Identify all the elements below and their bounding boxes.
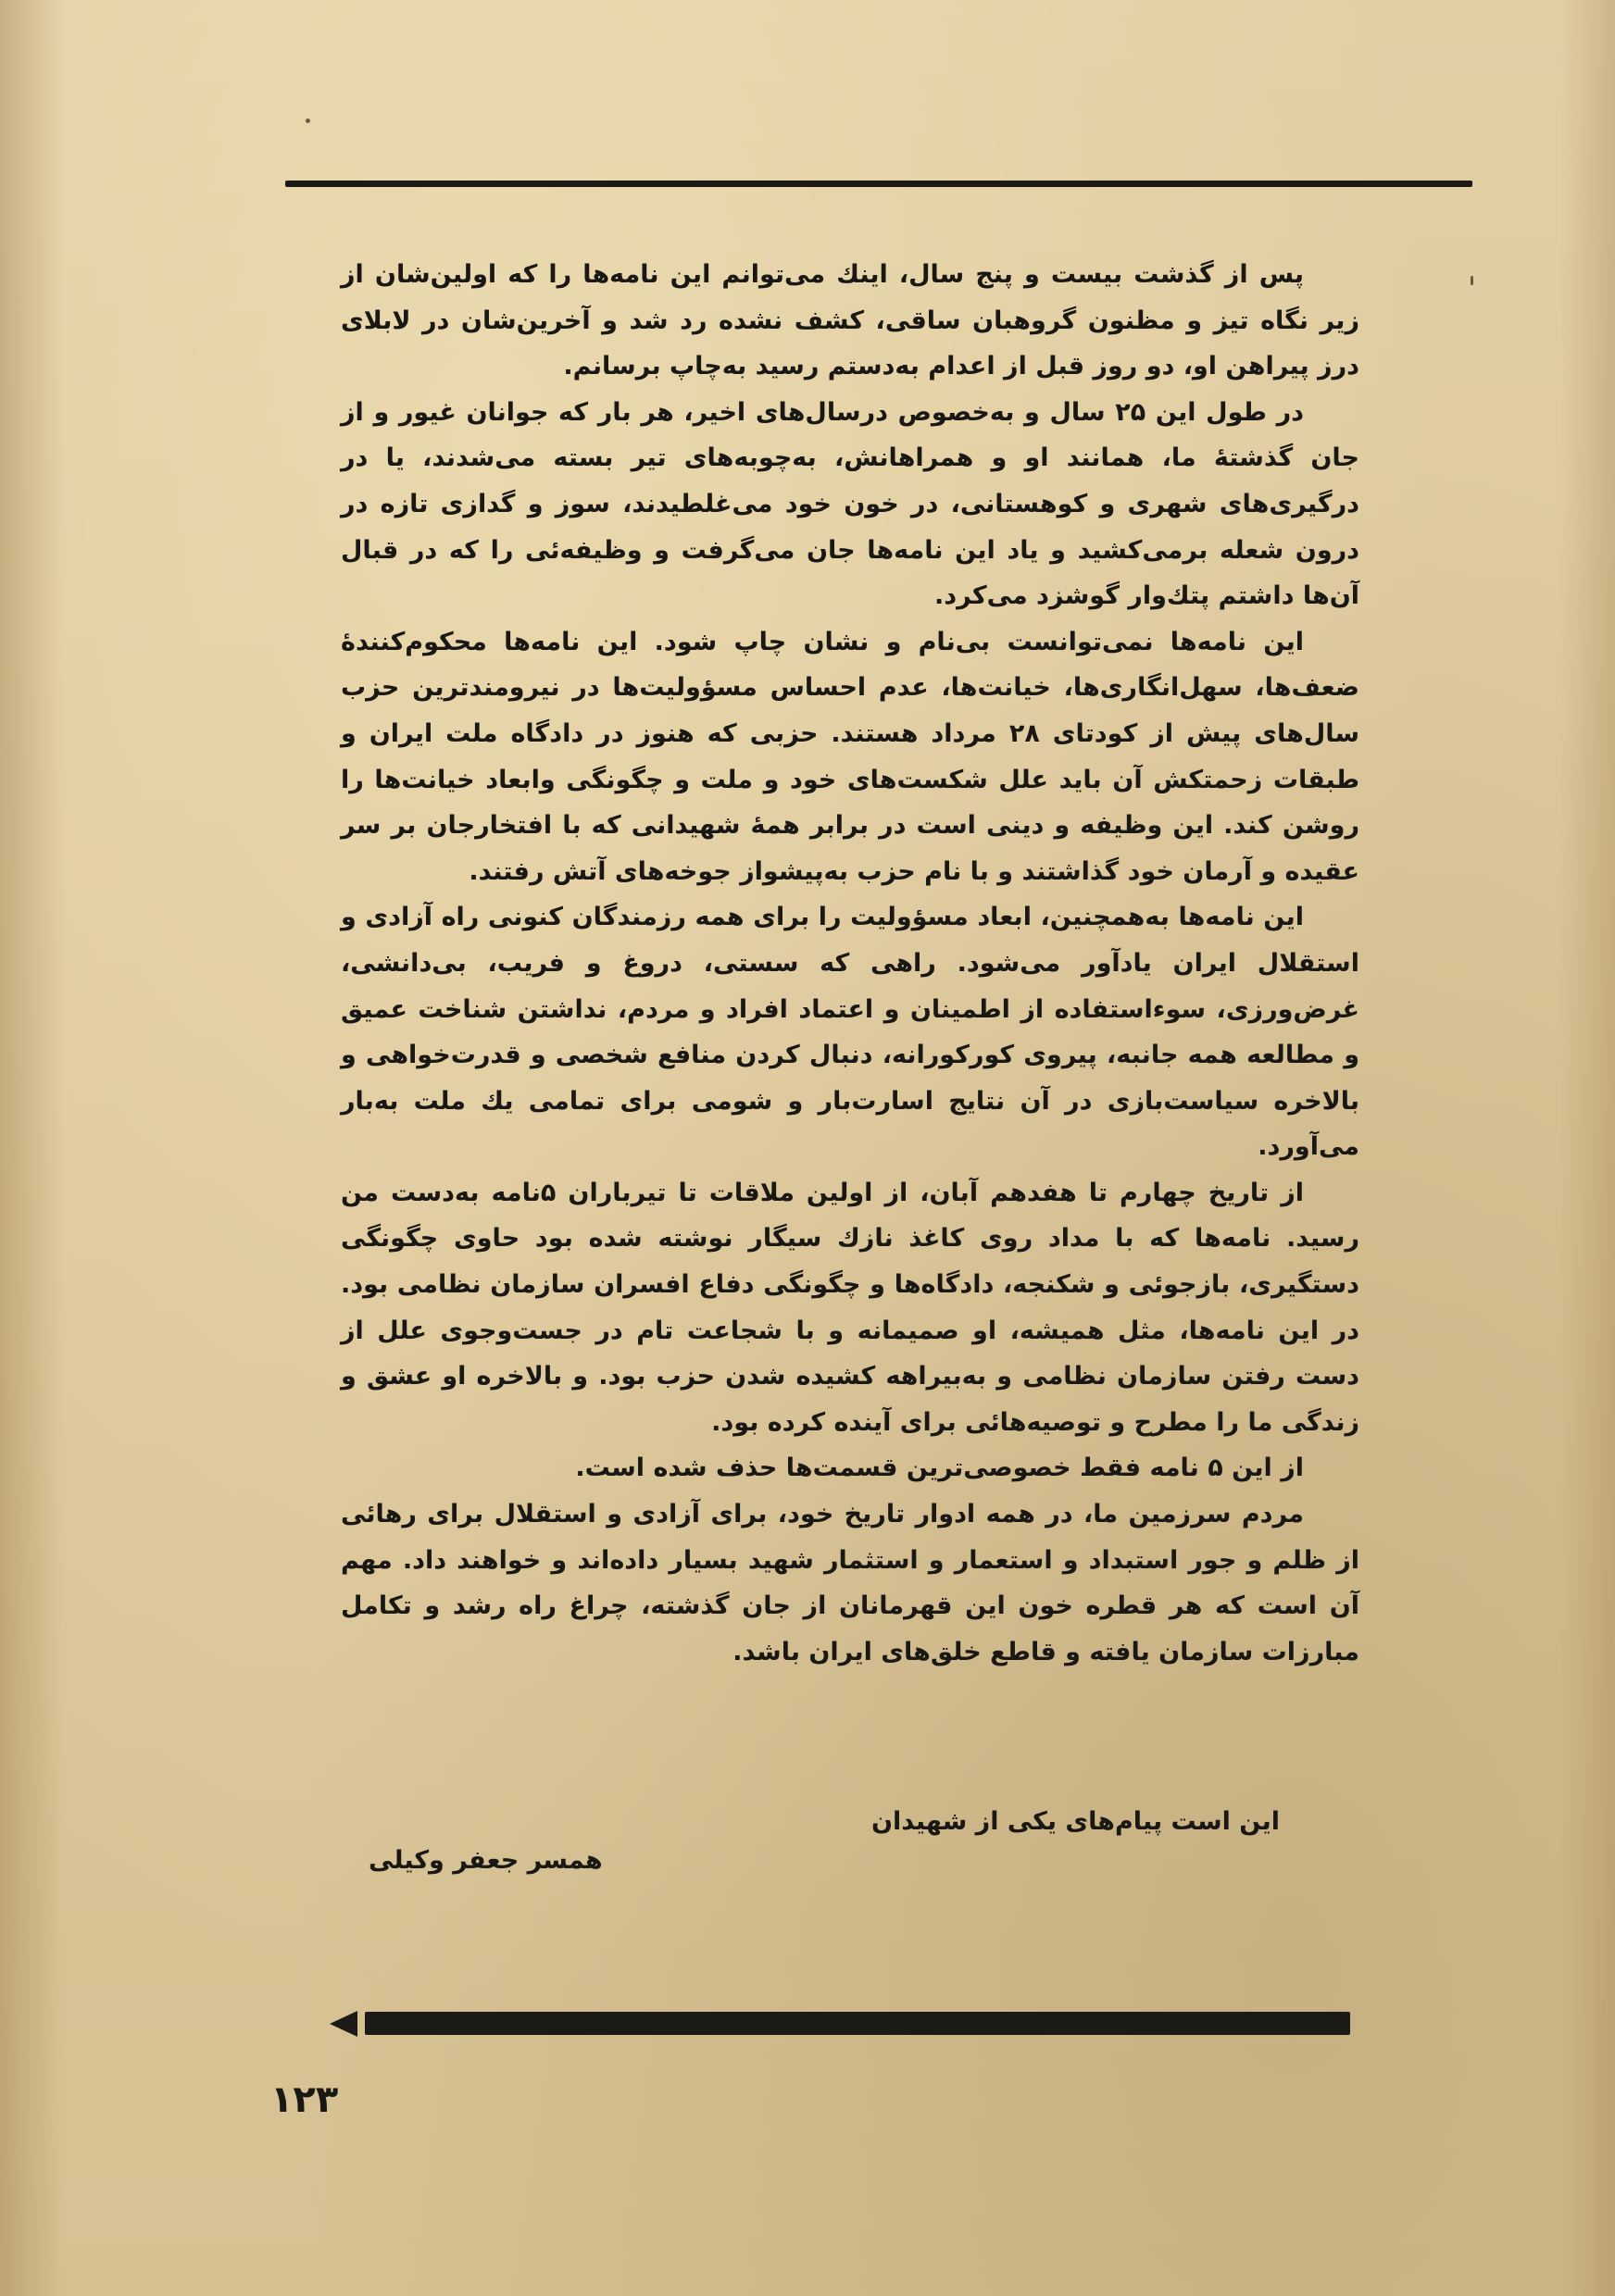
paper-speck [306, 119, 310, 123]
paper-speck [1471, 276, 1473, 285]
paragraph-6: از این ۵ نامه فقط خصوصی‌ترین قسمت‌ها حذف شده است. [575, 1454, 1304, 1483]
closing-line: این است پیام‌های یکی از شهیدان [870, 1807, 1280, 1836]
paragraph-2: در طول این ۲۵ سال و به‌خصوص درسال‌های اخیر، هر بار که جوانان غیور و از جان گذشتهٔ ما، همانند او و همراهانش، به‌چوبه‌های تیر بسته می‌شدند، یا در درگیری‌های شهری و کوهستانی، در خون خود می‌غلطیدند، سوز و گدازی تازه در درون شعله برمی‌کشید و یاد این نامه‌ها جان می‌گرفت و وظیفه‌ئی را که در قبال آن‌ها داشتم پتك‌وار گوشزد می‌کرد. [341, 397, 1359, 611]
page-edge-shadow-right [1559, 0, 1615, 2296]
paragraph-1: پس از گذشت بیست و پنج سال، اینك می‌توانم این نامه‌ها را که اولین‌شان از زیر نگاه تیز و مظنون گروهبان ساقی، کشف نشده رد شد و آخرین‌شان در لابلای درز پیراهن او، دو روز قبل از اعدام به‌دستم رسید به‌چاپ برسانم. [341, 260, 1359, 381]
letter-introduction-text [341, 252, 1359, 1675]
arrow-left-icon [330, 2011, 357, 2037]
bottom-divider-rule [365, 2012, 1350, 2035]
page-number: ۱۲۳ [270, 2078, 339, 2121]
top-divider-rule [285, 181, 1472, 187]
paragraph-5: از تاریخ چهارم تا هفدهم آبان، از اولین ملاقات تا تیرباران ۵نامه به‌دست من رسید. نامه‌ها که با مداد روی کاغذ نازك سیگار نوشته شده بود حاوی چگونگی دستگیری، بازجوئی و شکنجه، دادگاه‌ها و چگونگی دفاع افسران سازمان نظامی بود. در این نامه‌ها، مثل همیشه، او صمیمانه و با شجاعت تام در جست‌وجوی علل از دست رفتن سازمان نظامی و به‌بیراهه کشیده شدن حزب بود. و بالاخره او عشق و زندگی ما را مطرح و توصیه‌هائی برای آینده کرده بود. [341, 1178, 1359, 1437]
paragraph-4: این نامه‌ها به‌همچنین، ابعاد مسؤولیت را برای همه رزمندگان کنونی راه آزادی و استقلال ایران یادآور می‌شود. راهی که سستی، دروغ و فریب، بی‌دانشی، غرض‌ورزی، سوءاستفاده از اطمینان و اعتماد افراد و مردم، نداشتن شناخت عمیق و مطالعه همه جانبه، پیروی کورکورانه، دنبال کردن منافع شخصی و قدرت‌خواهی و بالاخره سیاست‌بازی در آن نتایج اسارت‌بار و شومی برای تمامی یك ملت به‌بار می‌آورد. [341, 903, 1359, 1162]
paragraph-7: مردم سرزمین ما، در همه ادوار تاریخ خود، برای آزادی و استقلال برای رهائی از ظلم و جور استبداد و استعمار و استثمار شهید بسیار داده‌اند و خواهند داد. مهم آن است که هر قطره خون این قهرمانان از جان گذشته، چراغ راه رشد و تکامل مبارزات سازمان یافته و قاطع خلق‌های ایران باشد. [341, 1500, 1359, 1666]
paragraph-3: این نامه‌ها نمی‌توانست بی‌نام و نشان چاپ شود. این نامه‌ها محکوم‌کنندهٔ ضعف‌ها، سهل‌انگاری‌ها، خیانت‌ها، عدم احساس مسؤولیت‌ها در نیرومندترین حزب سال‌های پیش از کودتای ۲۸ مرداد هستند. حزبی که هنوز در دادگاه ملت ایران و طبقات زحمتکش آن باید علل شکست‌های خود و ملت و چگونگی وابعاد خیانت‌ها را روشن کند. این وظیفه و دینی است در برابر همهٔ شهیدانی که با افتخارجان بر سر عقیده و آرمان خود گذاشتند و با نام حزب به‌پیشواز جوخه‌های آتش رفتند. [341, 627, 1359, 886]
page-edge-shadow-left [0, 0, 65, 2296]
signature: همسر جعفر وکیلی [369, 1846, 603, 1875]
